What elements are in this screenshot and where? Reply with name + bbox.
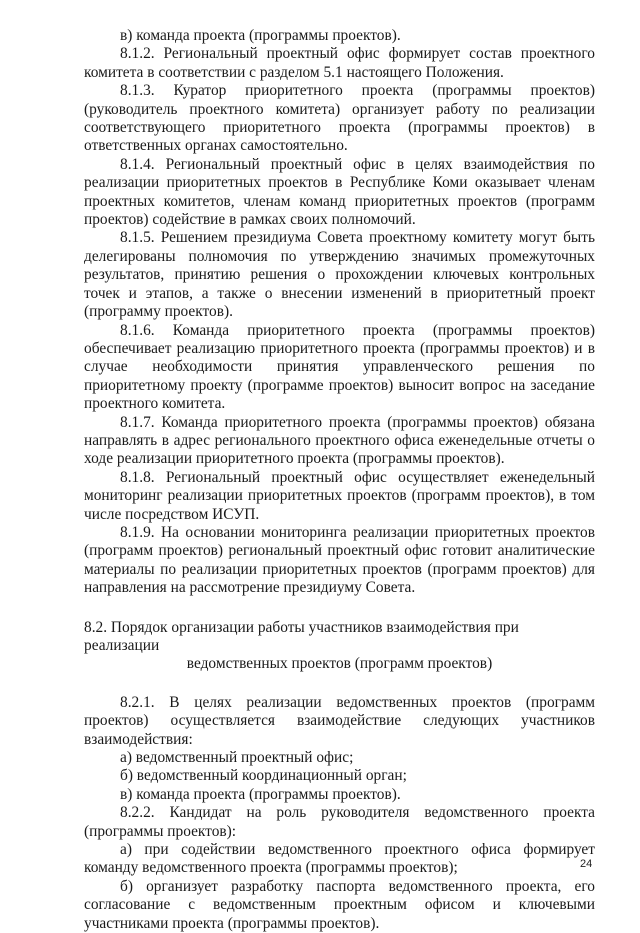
document-body [84, 27, 595, 933]
paragraph: 8.2.2. Кандидат на роль руководителя ведомственного проекта (программы проектов): [84, 804, 595, 840]
paragraph: 8.1.6. Команда приоритетного проекта (программы проектов) обеспечивает реализацию приоритетного проекта (программы проектов) и в случае необходимости принятия управленческого решения по приоритетному проекту (программе проектов) выносит вопрос на заседание проектного комитета. [84, 321, 595, 413]
list-item: б) организует разработку паспорта ведомственного проекта, его согласование с ведомственным проектным офисом и ключевыми участниками проекта (программы проектов). [84, 877, 595, 932]
paragraph: 8.1.8. Региональный проектный офис осуществляет еженедельный мониторинг реализации приоритетных проектов (программ проектов), в том числе посредством ИСУП. [84, 468, 595, 523]
list-item: в) команда проекта (программы проектов). [120, 785, 401, 803]
section-heading-line: ведомственных проектов (программ проектов) [186, 655, 493, 673]
paragraph: 8.1.2. Региональный проектный офис формирует состав проектного комитета в соответствии с разделом 5.1 настоящего Положения. [84, 45, 595, 81]
list-item: а) при содействии ведомственного проектного офиса формирует команду ведомственного проекта (программы проектов); [84, 841, 595, 877]
list-item: а) ведомственный проектный офис; [120, 749, 354, 767]
section-heading [84, 619, 595, 674]
paragraph: 8.1.3. Куратор приоритетного проекта (программы проектов) (руководитель проектного комитета) организует работу по реализации соответствующего приоритетного проекта (программы проектов) в ответственных органах самостоятельно. [84, 82, 595, 155]
section-heading-line: 8.2. Порядок организации работы участников взаимодействия при реализации [84, 618, 519, 654]
paragraph: 8.1.4. Региональный проектный офис в целях взаимодействия по реализации приоритетных проектов в Республике Коми оказывает членам проектных комитетов, членам команд приоритетных проектов (программ проектов) содействие в рамках своих полномочий. [84, 155, 595, 229]
paragraph: 8.1.9. На основании мониторинга реализации приоритетных проектов (программ проектов) региональный проектный офис готовит аналитические материалы по реализации приоритетных проектов (программ проектов) для направления на рассмотрение президиуму Совета. [84, 523, 595, 597]
paragraph: 8.2.1. В целях реализации ведомственных проектов (программ проектов) осуществляется взаимодействие следующих участников взаимодействия: [84, 693, 595, 748]
paragraph: 8.1.5. Решением президиума Совета проектному комитету могут быть делегированы полномочия по утверждению значимых промежуточных результатов, принятию решения о прохождении ключевых контрольных точек и этапов, а также о внесении изменений в приоритетный проект (программу проектов). [84, 229, 595, 321]
list-item: б) ведомственный координационный орган; [120, 767, 407, 785]
page-number: 24 [580, 858, 593, 870]
paragraph: в) команда проекта (программы проектов). [120, 27, 401, 44]
paragraph: 8.1.7. Команда приоритетного проекта (программы проектов) обязана направлять в адрес регионального проектного офиса еженедельные отчеты о ходе реализации приоритетного проекта (программы проектов). [84, 413, 595, 468]
